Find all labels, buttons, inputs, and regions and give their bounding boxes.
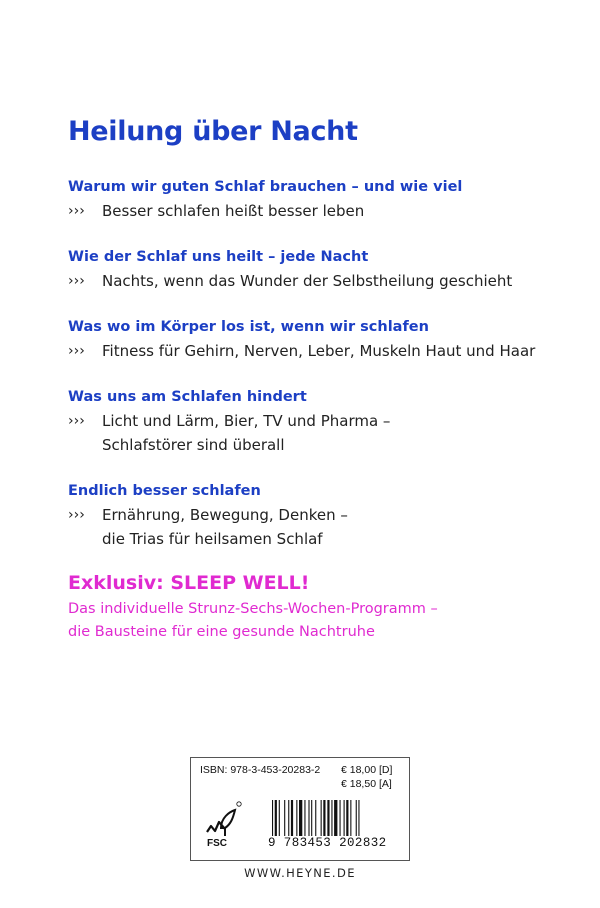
section-body	[68, 339, 568, 363]
barcode-bar	[321, 800, 322, 836]
section-line: Nachts, wenn das Wunder der Selbstheilung geschieht	[102, 272, 513, 290]
section-line: Schlafstörer sind überall	[102, 436, 285, 454]
exclusive-line: Das individuelle Strunz-Sechs-Wochen-Programm –	[68, 601, 438, 617]
barcode-bar	[315, 800, 316, 836]
section-body	[68, 269, 568, 293]
section-heading: Was wo im Körper los ist, wenn wir schlafen	[68, 319, 429, 335]
fsc-label: FSC	[207, 838, 227, 849]
barcode-bar	[308, 800, 309, 836]
section-body	[68, 199, 568, 223]
barcode-bar	[340, 800, 341, 836]
barcode-bar	[304, 800, 305, 836]
barcode-bar	[275, 800, 277, 836]
section-heading: Endlich besser schlafen	[68, 483, 261, 499]
section-better-sleep	[68, 480, 568, 551]
barcode-bar	[291, 800, 293, 836]
section-heading: Wie der Schlaf uns heilt – jede Nacht	[68, 249, 369, 265]
section-body-at-night	[68, 316, 568, 363]
barcode-bar	[279, 800, 280, 836]
barcode-bar	[331, 800, 332, 836]
isbn-number: ISBN: 978-3-453-20283-2	[200, 764, 321, 776]
barcode-bar	[323, 800, 325, 836]
arrows-icon: ›››	[68, 343, 85, 359]
barcode-bar	[350, 800, 351, 836]
section-body	[68, 503, 568, 551]
barcode-bar	[311, 800, 312, 836]
price-germany: € 18,00 [D]	[341, 764, 393, 776]
barcode-bar	[344, 800, 345, 836]
exclusive-title: Exklusiv: SLEEP WELL!	[68, 572, 310, 594]
barcode-bar	[299, 800, 302, 836]
barcode-number: 9 783453 202832	[268, 836, 387, 850]
barcode-bar	[346, 800, 348, 836]
section-heading: Warum wir guten Schlaf brauchen – und wie viel	[68, 179, 463, 195]
barcode-bar	[356, 800, 357, 836]
barcode-bar	[284, 800, 285, 836]
section-sleep-disruptors	[68, 386, 568, 457]
arrows-icon: ›››	[68, 273, 85, 289]
section-line: Ernährung, Bewegung, Denken –	[102, 506, 348, 524]
section-sleep-heals	[68, 246, 568, 293]
book-title: Heilung über Nacht	[68, 116, 358, 147]
section-body	[68, 409, 568, 457]
barcode-bar	[288, 800, 289, 836]
barcode	[272, 800, 402, 836]
barcode-bar	[358, 800, 359, 836]
arrows-icon: ›››	[68, 203, 85, 219]
section-line: Besser schlafen heißt besser leben	[102, 202, 365, 220]
publisher-url: WWW.HEYNE.DE	[244, 866, 356, 880]
arrows-icon: ›››	[68, 413, 85, 429]
section-heading: Was uns am Schlafen hindert	[68, 389, 307, 405]
barcode-bar	[327, 800, 329, 836]
exclusive-line: die Bausteine für eine gesunde Nachtruhe	[68, 624, 375, 640]
arrows-icon: ›››	[68, 507, 85, 523]
barcode-bar	[296, 800, 297, 836]
section-line: Licht und Lärm, Bier, TV und Pharma –	[102, 412, 391, 430]
section-sleep-needs	[68, 176, 568, 223]
barcode-bar	[272, 800, 273, 836]
barcode-bar	[334, 800, 337, 836]
section-line: Fitness für Gehirn, Nerven, Leber, Muskeln Haut und Haar	[102, 342, 536, 360]
price-austria: € 18,50 [A]	[341, 778, 392, 790]
section-line: die Trias für heilsamen Schlaf	[102, 530, 323, 548]
